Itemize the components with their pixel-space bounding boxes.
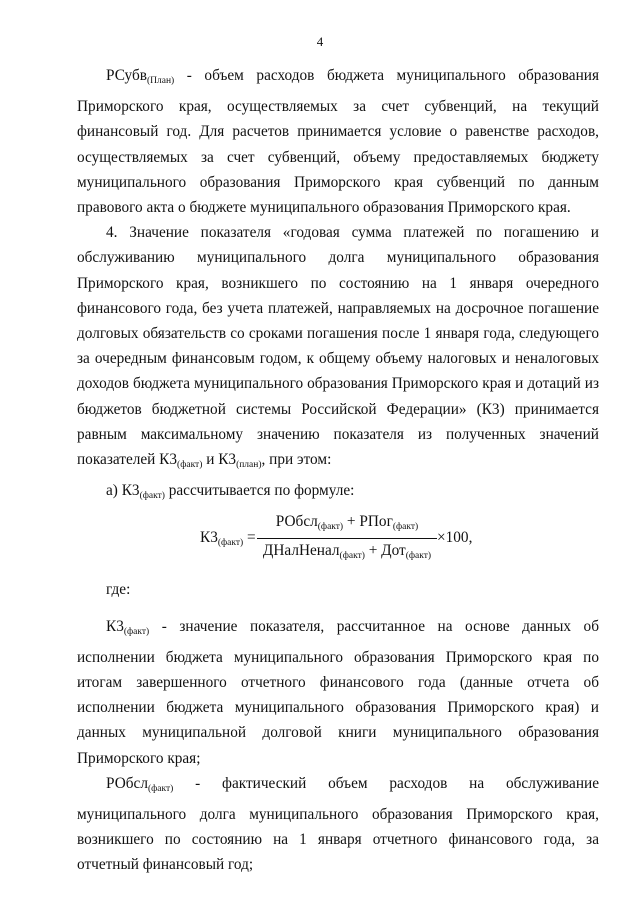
numerator-robsl-subscript: (факт) [317,522,344,533]
robsl-definition-text: - фактический объем расходов на обслуживание муниципального долга муниципального образования Приморского края, возникшего по состоянию на 1 января отчетного финансового года, за отчетный финансовый год; [77,774,599,874]
page-number: 4 [316,34,324,49]
numerator-rpog: + РПог [343,513,393,531]
k3-formula [77,511,599,573]
rsubv-definition-text: - объем расходов бюджета муниципального образования Приморского края, осуществляемых за счет субвенций, на текущий финансовый год. Для расчетов принимается условие о равенстве расходов, осуществляемых за счет субвенций, объему предоставляемых бюджету муниципального образования Приморского края субвенций по данным правового акта о бюджете муниципального образования Приморского края. [77,67,599,217]
k3-fact-calc-pre: а) К3 [106,482,140,500]
term-rsubv-subscript: (План) [146,76,175,86]
paragraph-k3-fact-calc [77,478,599,509]
formula-denominator [257,538,437,568]
k3-indicator-text: 4. Значение показателя «годовая сумма платежей по погашению и обслуживанию муниципального долга муниципального образования Приморского края, возникшего по состоянию на 1 января очередного финансового года, без учета платежей, направляемых на досрочное погашение долговых обязательств со сроками погашения после 1 января года, следующего за очередным финансовым годом, к общему объему налоговых и неналоговых доходов бюджета муниципального образования Приморского края и дотаций из бюджетов бюджетной системы Российской Федерации» (К3) принимается равным максимальному значению показателя из полученных значений показателей К3 [77,224,599,469]
k3-fact-calc-subscript: (факт) [139,491,165,502]
formula-lhs-subscript: (факт) [217,538,244,549]
term-rsubv: РСубв [106,67,147,84]
k3-fact-subscript: (факт) [177,460,203,471]
document-body [77,63,599,878]
formula-numerator [257,511,437,538]
paragraph-k3-indicator [77,220,599,478]
k3-fact-definition-text: - значение показателя, рассчитанное на основе данных об исполнении бюджета муниципального образования Приморского края по итогам завершенного отчетного финансового года (данные отчета об исполнении бюджета муниципального образования Приморского края) и данных муниципальной долговой книги муниципального образования Приморского края; [77,617,599,767]
formula-fraction [257,511,437,568]
term-k3-fact-subscript: (факт) [123,626,150,637]
formula-multiplier: ×100, [437,529,473,547]
k3-fact-calc-post: рассчитывается по формуле: [164,482,355,500]
formula-lhs [200,525,256,556]
denominator-dot-subscript: (факт) [405,551,432,562]
paragraph-robsl-definition [77,771,599,878]
formula-equals: = [243,529,256,547]
numerator-robsl: РОбсл [275,513,318,531]
term-robsl: РОбсл [106,774,148,792]
k3-plan-subscript: (план) [236,460,262,471]
paragraph-k3-fact-definition [77,614,599,771]
k3-and-text: и К3 [202,451,237,469]
denominator-dnalnenal-subscript: (факт) [339,551,365,562]
term-robsl-subscript: (факт) [147,783,174,794]
numerator-rpog-subscript: (факт) [392,522,419,533]
denominator-dnalnenal: ДНалНенал [262,542,340,560]
k3-end-text: , при этом: [261,451,332,469]
formula-lhs-term: К3 [200,529,218,547]
where-label: где: [106,581,131,599]
term-k3-fact: К3 [106,617,124,635]
paragraph-rsubv-definition [77,63,599,220]
denominator-dot: + Дот [364,542,406,560]
